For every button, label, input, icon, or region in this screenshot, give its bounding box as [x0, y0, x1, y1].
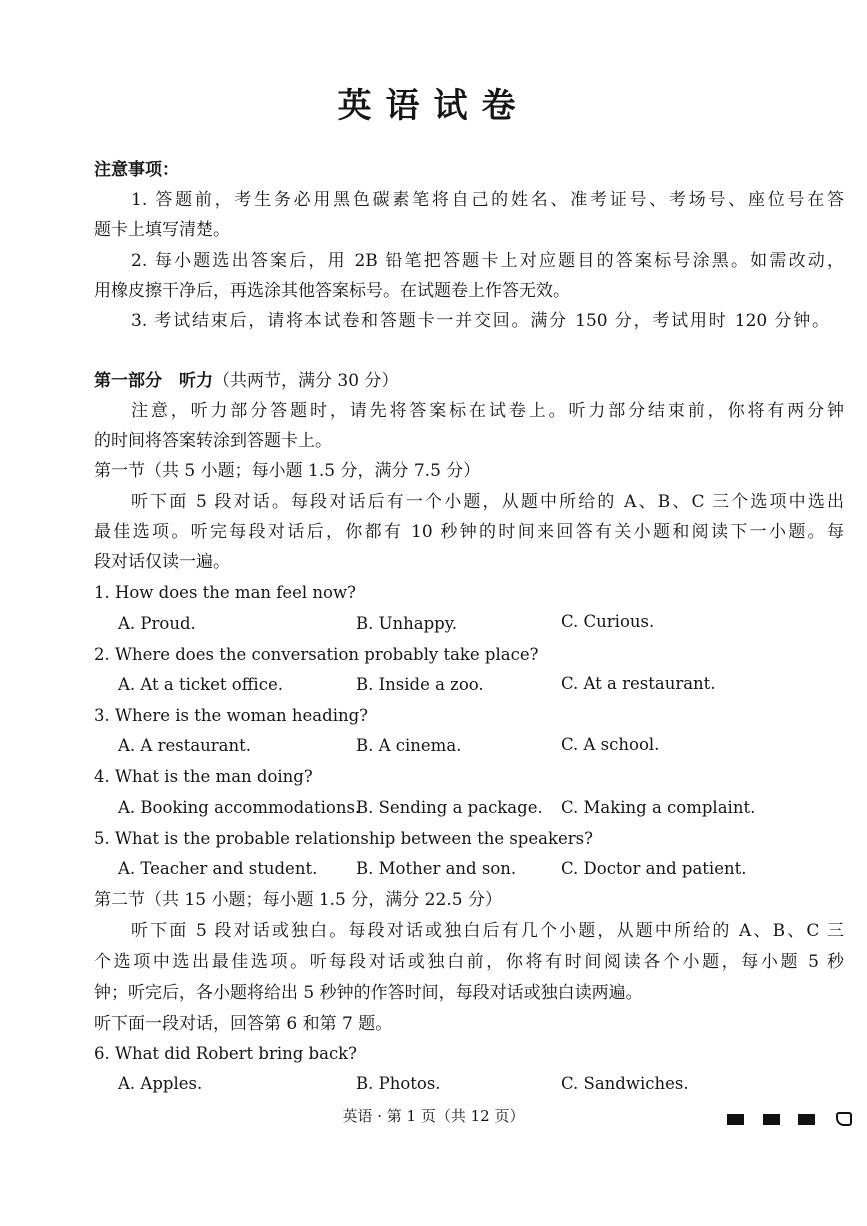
page-mark-3 — [798, 1114, 815, 1125]
question-4: 4. What is the man doing? — [94, 767, 313, 786]
question-1-option-a: A. Proud. — [118, 614, 196, 633]
notice-item-1-line-2: 题卡上填写清楚。 — [94, 220, 230, 240]
question-4-option-b: B. Sending a package. — [356, 798, 543, 817]
page-mark-2 — [763, 1114, 780, 1125]
question-1-option-b: B. Unhappy. — [356, 614, 458, 633]
notice-item-3: 3. 考试结束后，请将本试卷和答题卡一并交回。满分 150 分，考试用时 120 分钟。 — [131, 311, 829, 331]
question-6-option-c: C. Sandwiches. — [561, 1074, 689, 1093]
section2-instr-line-1: 听下面 5 段对话或独白。每段对话或独白后有几个小题，从题中所给的 A、B、C 三 — [131, 921, 844, 941]
question-2: 2. Where does the conversation probably take place? — [94, 645, 539, 664]
page-corner-mark — [836, 1112, 852, 1126]
question-5-option-c: C. Doctor and patient. — [561, 859, 747, 878]
question-3-option-a: A. A restaurant. — [118, 736, 252, 755]
question-2-option-b: B. Inside a zoo. — [356, 675, 484, 694]
section2-heading: 第二节（共 15 小题；每小题 1.5 分，满分 22.5 分） — [94, 890, 502, 910]
page-title: 英语试卷 — [337, 86, 530, 126]
question-5-option-b: B. Mother and son. — [356, 859, 517, 878]
notice-heading: 注意事项： — [94, 160, 179, 180]
question-4-option-c: C. Making a complaint. — [561, 798, 756, 817]
notice-item-2-line-1: 2. 每小题选出答案后，用 2B 铅笔把答题卡上对应题目的答案标号涂黑。如需改动， — [131, 251, 844, 271]
part1-heading-note: （共两节，满分 30 分） — [213, 371, 399, 391]
question-1: 1. How does the man feel now? — [94, 583, 356, 602]
question-2-option-c: C. At a restaurant. — [561, 674, 716, 693]
question-1-option-c: C. Curious. — [561, 612, 655, 631]
notice-item-2-line-2: 用橡皮擦干净后，再选涂其他答案标号。在试题卷上作答无效。 — [94, 281, 570, 301]
question-5: 5. What is the probable relationship between the speakers? — [94, 829, 593, 848]
question-3-option-c: C. A school. — [561, 735, 660, 754]
page-mark-1 — [727, 1114, 744, 1125]
question-3-option-b: B. A cinema. — [356, 736, 462, 755]
section2-instr-line-3: 钟；听完后，各小题将给出 5 秒钟的作答时间，每段对话或独白读两遍。 — [94, 983, 643, 1003]
section1-instr-line-1: 听下面 5 段对话。每段对话后有一个小题，从题中所给的 A、B、C 三个选项中选出 — [131, 492, 844, 512]
part1-note-line-2: 的时间将答案转涂到答题卡上。 — [94, 431, 332, 451]
section2-sub-instruction: 听下面一段对话，回答第 6 和第 7 题。 — [94, 1014, 393, 1034]
part1-heading — [94, 366, 398, 396]
section1-instr-line-3: 段对话仅读一遍。 — [94, 552, 230, 572]
notice-item-1-line-1: 1. 答题前，考生务必用黑色碳素笔将自己的姓名、准考证号、考场号、座位号在答 — [131, 190, 844, 210]
section1-instr-line-2: 最佳选项。听完每段对话后，你都有 10 秒钟的时间来回答有关小题和阅读下一小题。每 — [94, 522, 844, 542]
question-6-option-b: B. Photos. — [356, 1074, 441, 1093]
question-2-option-a: A. At a ticket office. — [118, 675, 283, 694]
part1-note-line-1: 注意，听力部分答题时，请先将答案标在试卷上。听力部分结束前，你将有两分钟 — [131, 401, 844, 421]
question-4-option-a: A. Booking accommodations. — [118, 798, 361, 817]
question-5-option-a: A. Teacher and student. — [118, 859, 318, 878]
section2-instr-line-2: 个选项中选出最佳选项。听每段对话或独白前，你将有时间阅读各个小题，每小题 5 秒 — [94, 952, 844, 972]
question-6: 6. What did Robert bring back? — [94, 1044, 358, 1063]
part1-title: 第一部分 听力 — [94, 371, 213, 391]
section1-heading: 第一节（共 5 小题；每小题 1.5 分，满分 7.5 分） — [94, 461, 481, 481]
question-3: 3. Where is the woman heading? — [94, 706, 369, 725]
page-footer: 英语 · 第 1 页（共 12 页） — [342, 1107, 525, 1125]
question-6-option-a: A. Apples. — [118, 1074, 203, 1093]
